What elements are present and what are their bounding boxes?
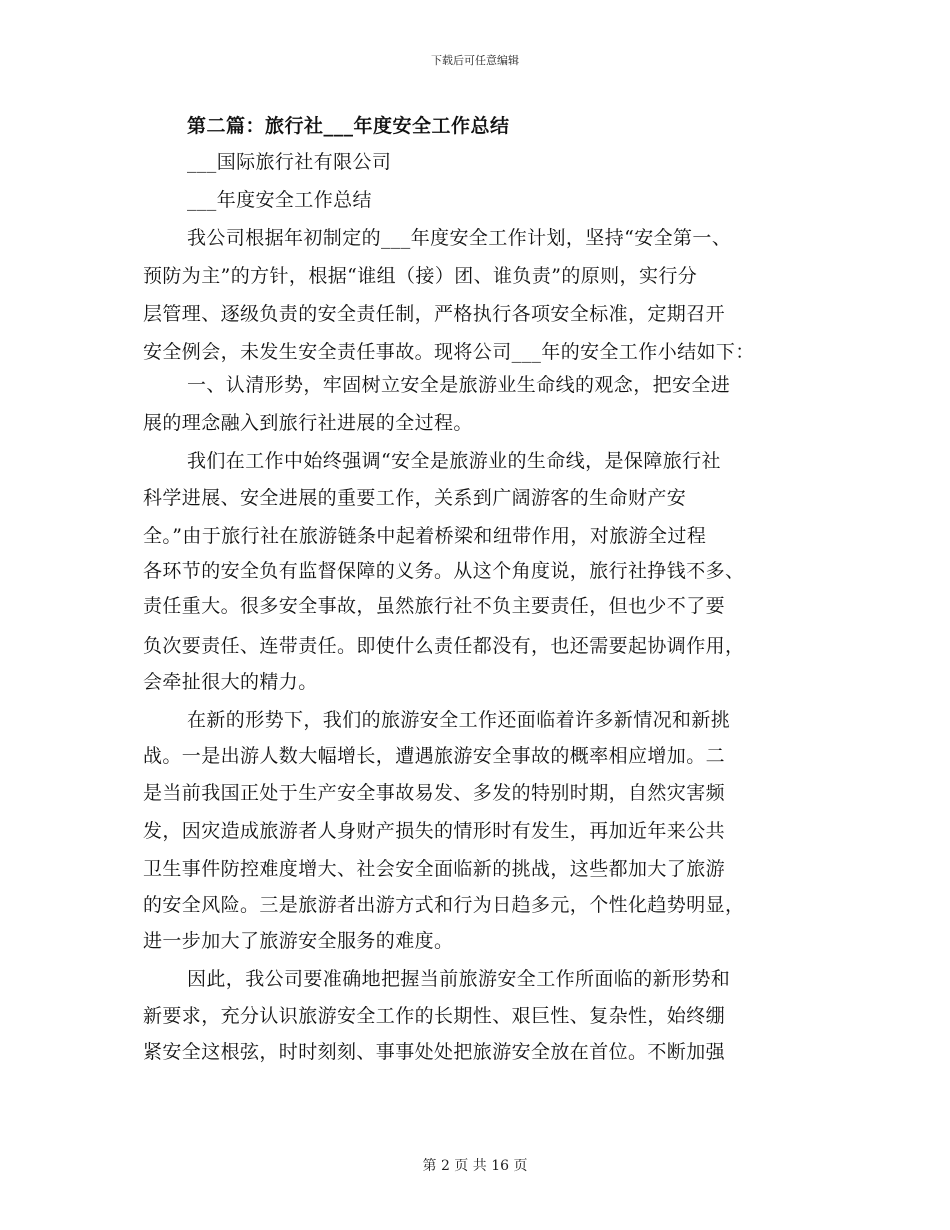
header-note: 下载后可任意编辑 <box>431 54 519 67</box>
text-line: 预防为主”的方针，根据“谁组（接）团、谁负责”的原则，实行分 <box>143 265 698 287</box>
text-line: 负次要责任、连带责任。即使什么责任都没有，也还需要起协调作用， <box>143 635 745 657</box>
text-line: 层管理、逐级负责的安全责任制，严格执行各项安全标准，定期召开 <box>143 303 726 325</box>
text-line: 的安全风险。三是旅游者出游方式和行为日趋多元，个性化趋势明显， <box>143 894 745 916</box>
text-line: 新要求，充分认识旅游安全工作的长期性、艰巨性、复杂性，始终绷 <box>143 1005 726 1027</box>
text-line: 因此，我公司要准确地把握当前旅游安全工作所面临的新形势和 <box>187 968 731 990</box>
text-line: 我公司根据年初制定的___年度安全工作计划，坚持“安全第一、 <box>187 227 732 249</box>
text-line: 紧安全这根弦，时时刻刻、事事处处把旅游安全放在首位。不断加强 <box>143 1041 726 1063</box>
text-line: 科学进展、安全进展的重要工作，关系到广阔游客的生命财产安 <box>143 487 687 509</box>
text-line: 责任重大。很多安全事故，虽然旅行社不负主要责任，但也少不了要 <box>143 595 726 617</box>
text-line: 各环节的安全负有监督保障的义务。从这个角度说，旅行社挣钱不多、 <box>143 560 745 582</box>
document-title: 第二篇：旅行社___年度安全工作总结 <box>187 115 510 137</box>
page-number: 第 2 页 共 16 页 <box>422 1158 528 1174</box>
text-line: 进一步加大了旅游安全服务的难度。 <box>143 930 454 952</box>
text-line: 全。”由于旅行社在旅游链条中起着桥梁和纽带作用，对旅游全过程 <box>143 525 707 547</box>
text-line: 会牵扯很大的精力。 <box>143 671 318 693</box>
text-line: ___国际旅行社有限公司 <box>187 151 392 173</box>
text-line: ___年度安全工作总结 <box>187 189 372 211</box>
text-line: 在新的形势下，我们的旅游安全工作还面临着许多新情况和新挑 <box>187 709 731 731</box>
text-line: 是当前我国正处于生产安全事故易发、多发的特别时期，自然灾害频 <box>143 782 726 804</box>
text-line: 一、认清形势，牢固树立安全是旅游业生命线的观念，把安全进 <box>187 374 731 396</box>
text-line: 战。一是出游人数大幅增长，遭遇旅游安全事故的概率相应增加。二 <box>143 745 726 767</box>
text-line: 安全例会，未发生安全责任事故。现将公司___年的安全工作小结如下： <box>143 341 755 363</box>
text-line: 卫生事件防控难度增大、社会安全面临新的挑战，这些都加大了旅游 <box>143 858 726 880</box>
text-line: 我们在工作中始终强调“安全是旅游业的生命线，是保障旅行社 <box>187 450 721 472</box>
text-line: 展的理念融入到旅行社进展的全过程。 <box>143 412 473 434</box>
text-line: 发，因灾造成旅游者人身财产损失的情形时有发生，再加近年来公共 <box>143 820 726 842</box>
